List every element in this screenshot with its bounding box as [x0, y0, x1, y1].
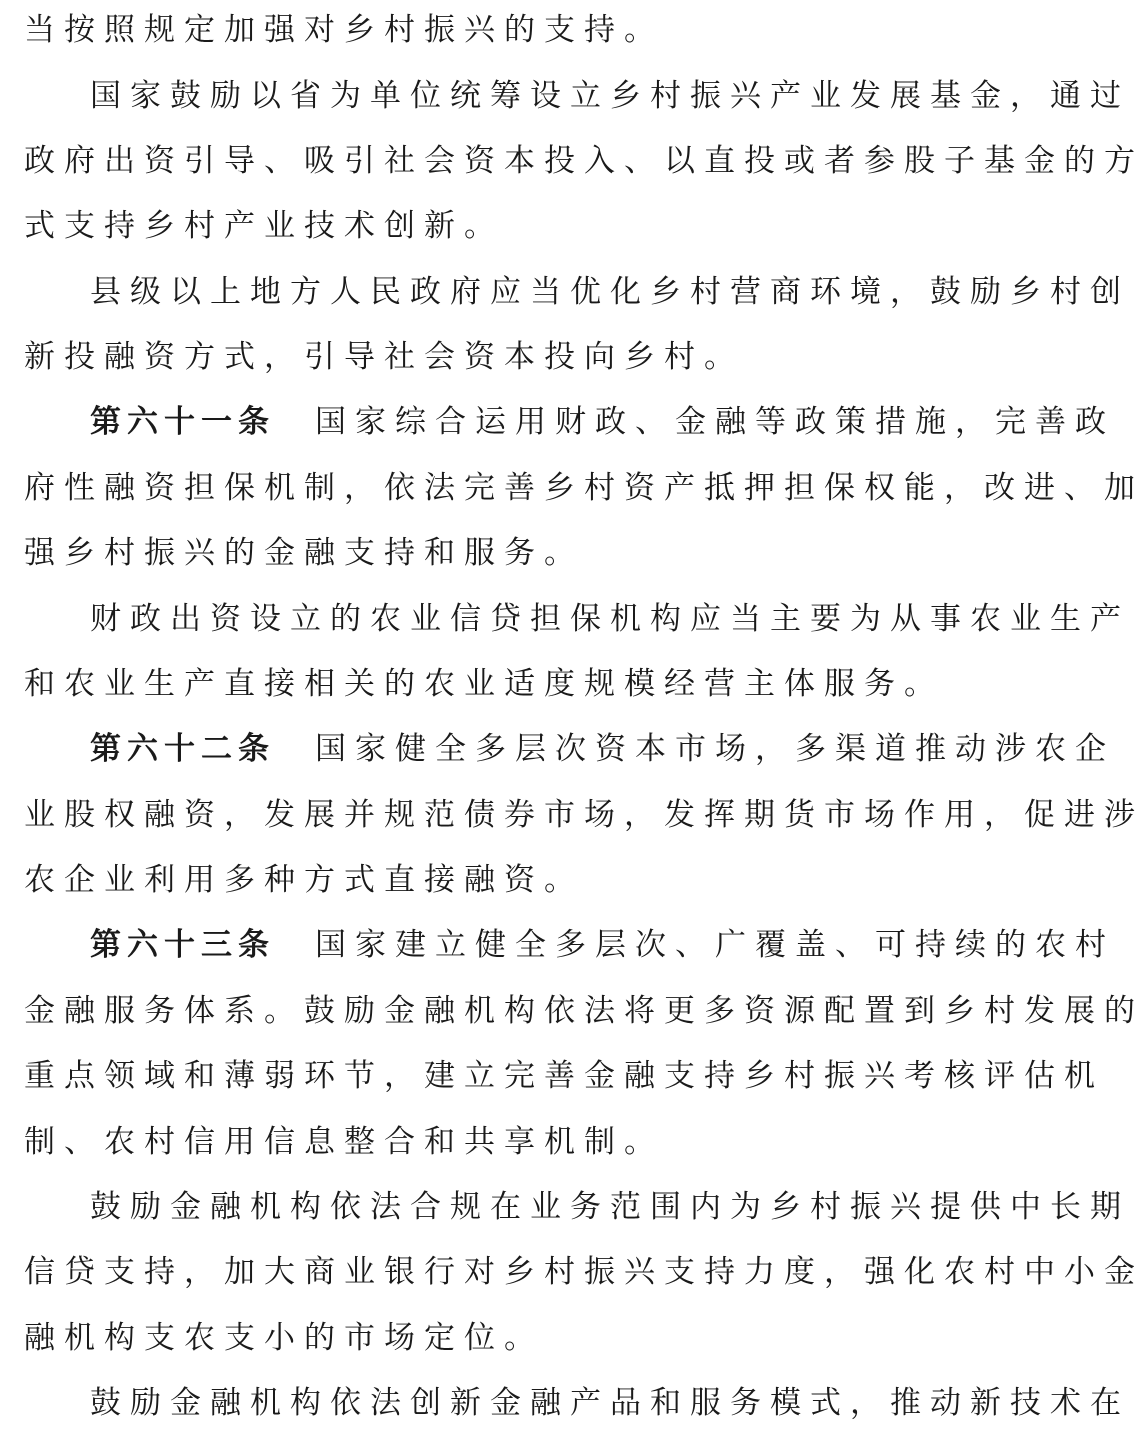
- article-61-line: [90, 400, 1114, 444]
- text-line: 和农业生产直接相关的农业适度规模经营主体服务。: [24, 666, 944, 702]
- text-line: 国家综合运用财政、金融等政策措施，完善政: [315, 404, 1115, 440]
- text-line: 国家健全多层次资本市场，多渠道推动涉农企: [315, 731, 1115, 767]
- text-line: 国家建立健全多层次、广覆盖、可持续的农村: [315, 927, 1115, 963]
- text-line: 信贷支持，加大商业银行对乡村振兴支持力度，强化农村中小金: [24, 1254, 1144, 1290]
- text-line: 县级以上地方人民政府应当优化乡村营商环境，鼓励乡村创: [90, 274, 1130, 310]
- article-number: 第六十二条: [90, 731, 275, 767]
- article-62-line: [90, 727, 1114, 771]
- text-line: 当按照规定加强对乡村振兴的支持。: [24, 12, 664, 48]
- text-line: 重点领域和薄弱环节，建立完善金融支持乡村振兴考核评估机: [24, 1058, 1104, 1094]
- text-line: 强乡村振兴的金融支持和服务。: [24, 535, 584, 571]
- text-line: 农企业利用多种方式直接融资。: [24, 862, 584, 898]
- text-line: 融机构支农支小的市场定位。: [24, 1320, 544, 1356]
- text-line: 鼓励金融机构依法创新金融产品和服务模式，推动新技术在: [90, 1385, 1130, 1421]
- text-line: 国家鼓励以省为单位统筹设立乡村振兴产业发展基金，通过: [90, 78, 1130, 114]
- text-line: 政府出资引导、吸引社会资本投入、以直投或者参股子基金的方: [24, 143, 1144, 179]
- text-line: 财政出资设立的农业信贷担保机构应当主要为从事农业生产: [90, 601, 1130, 637]
- text-line: 业股权融资，发展并规范债券市场，发挥期货市场作用，促进涉: [24, 797, 1144, 833]
- text-line: 制、农村信用信息整合和共享机制。: [24, 1124, 664, 1160]
- text-line: 金融服务体系。鼓励金融机构依法将更多资源配置到乡村发展的: [24, 993, 1144, 1029]
- text-line: 新投融资方式，引导社会资本投向乡村。: [24, 339, 744, 375]
- text-line: 府性融资担保机制，依法完善乡村资产抵押担保权能，改进、加: [24, 470, 1144, 506]
- article-number: 第六十一条: [90, 404, 275, 440]
- article-63-line: [90, 923, 1114, 967]
- article-number: 第六十三条: [90, 927, 275, 963]
- text-line: 式支持乡村产业技术创新。: [24, 208, 504, 244]
- text-line: 鼓励金融机构依法合规在业务范围内为乡村振兴提供中长期: [90, 1189, 1130, 1225]
